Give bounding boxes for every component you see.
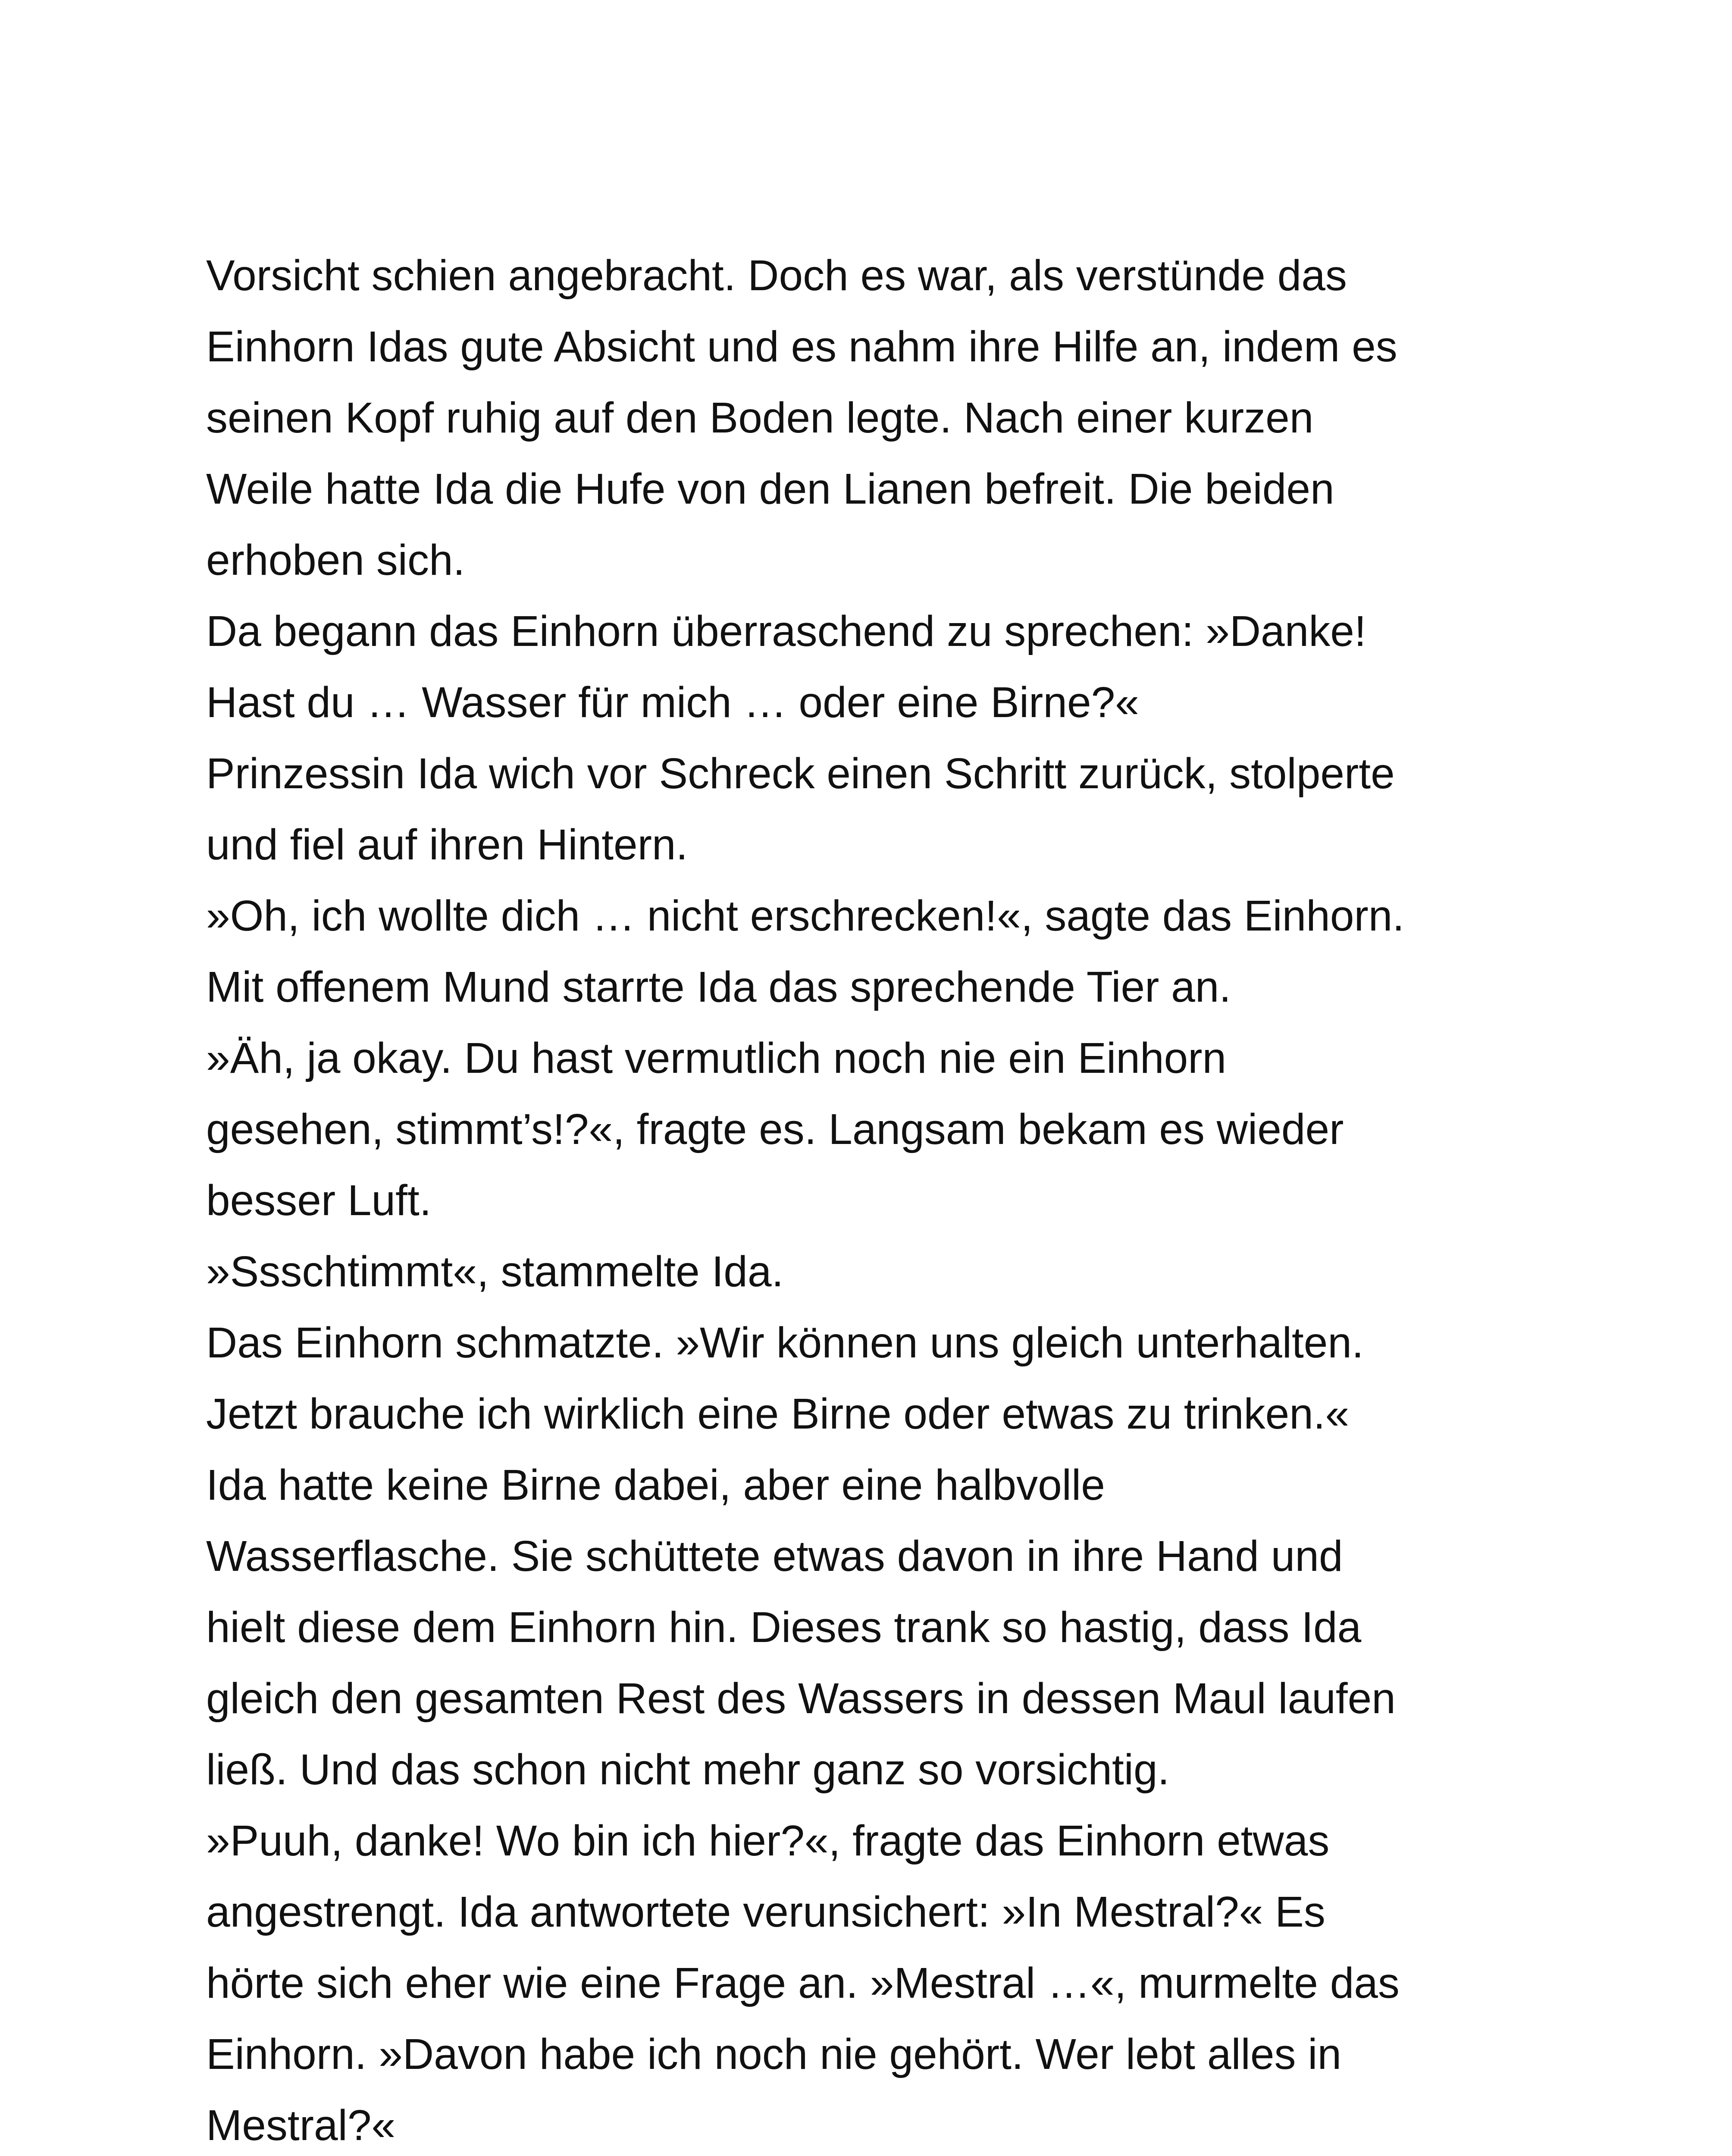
text-line: und fiel auf ihren Hintern. xyxy=(206,821,688,869)
text-line: gesehen, stimmt’s!?«, fragte es. Langsam bekam es wieder xyxy=(206,1105,1344,1153)
text-line: hörte sich eher wie eine Frage an. »Mestral …«, murmelte das xyxy=(206,1959,1400,2007)
text-line: Das Einhorn schmatzte. »Wir können uns gleich unterhalten. xyxy=(206,1319,1364,1367)
text-line: Hast du … Wasser für mich … oder eine Birne?« xyxy=(206,678,1139,727)
body-text xyxy=(206,240,1543,2156)
text-line: erhoben sich. xyxy=(206,536,465,584)
text-line: Da begann das Einhorn überraschend zu sprechen: »Danke! xyxy=(206,607,1366,655)
text-line: seinen Kopf ruhig auf den Boden legte. Nach einer kurzen xyxy=(206,394,1314,442)
text-line: besser Luft. xyxy=(206,1176,432,1225)
text-line: Vorsicht schien angebracht. Doch es war, als verstünde das xyxy=(206,251,1347,300)
text-line: Einhorn. »Davon habe ich noch nie gehört. Wer lebt alles in xyxy=(206,2030,1342,2078)
text-line: »Oh, ich wollte dich … nicht erschrecken!«, sagte das Einhorn. xyxy=(206,892,1405,940)
text-line: Prinzessin Ida wich vor Schreck einen Schritt zurück, stolperte xyxy=(206,749,1395,798)
text-line: hielt diese dem Einhorn hin. Dieses trank so hastig, dass Ida xyxy=(206,1603,1362,1651)
text-line: Weile hatte Ida die Hufe von den Lianen befreit. Die beiden xyxy=(206,465,1334,513)
text-line: »Puuh, danke! Wo bin ich hier?«, fragte das Einhorn etwas xyxy=(206,1817,1330,1865)
text-line: Jetzt brauche ich wirklich eine Birne oder etwas zu trinken.« xyxy=(206,1390,1350,1438)
text-line: Wasserflasche. Sie schüttete etwas davon in ihre Hand und xyxy=(206,1532,1343,1580)
text-line: Ida hatte keine Birne dabei, aber eine halbvolle xyxy=(206,1461,1105,1509)
text-line: ließ. Und das schon nicht mehr ganz so vorsichtig. xyxy=(206,1745,1170,1794)
text-line: »Äh, ja okay. Du hast vermutlich noch nie ein Einhorn xyxy=(206,1034,1227,1082)
text-line: Mit offenem Mund starrte Ida das sprechende Tier an. xyxy=(206,963,1231,1011)
text-line: gleich den gesamten Rest des Wassers in dessen Maul laufen xyxy=(206,1674,1396,1723)
text-line: Mestral?« xyxy=(206,2101,396,2150)
text-line: angestrengt. Ida antwortete verunsichert: »In Mestral?« Es xyxy=(206,1888,1325,1936)
text-line: Einhorn Idas gute Absicht und es nahm ihre Hilfe an, indem es xyxy=(206,323,1397,371)
text-line: »Ssschtimmt«, stammelte Ida. xyxy=(206,1247,784,1296)
